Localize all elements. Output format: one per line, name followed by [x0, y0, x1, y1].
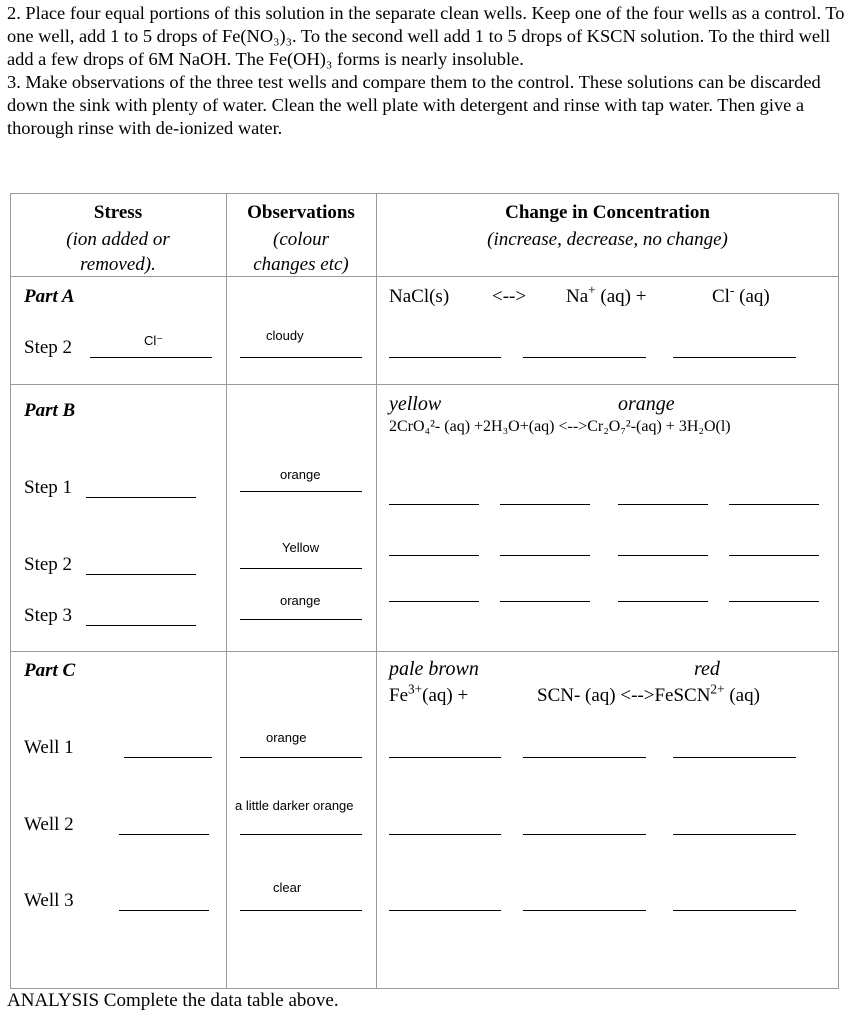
part-b-equation: 2CrO₄²- (aq) +2H₃O+(aq) <-->Cr₂O₇²-(aq) + 3H₂O(l) — [389, 418, 731, 435]
answer-blank — [523, 834, 646, 835]
answer-blank — [86, 497, 196, 498]
part-b-step1-observation: orange — [280, 467, 321, 482]
part-b-step3-label: Step 3 — [24, 605, 73, 626]
answer-blank — [240, 834, 362, 835]
part-c-equation-right: SCN- (aq) <-->FeSCN$^{2+}$ (aq) — [537, 681, 760, 706]
part-a-reactant: NaCl(s) — [389, 286, 450, 307]
answer-blank — [618, 504, 708, 505]
header-observations-sub1: (colour — [273, 229, 329, 250]
answer-blank — [389, 601, 479, 602]
answer-blank — [673, 834, 796, 835]
answer-blank — [523, 357, 646, 358]
part-b-label: Part B — [24, 400, 76, 421]
row-divider — [11, 651, 838, 652]
part-a-label: Part A — [24, 286, 75, 307]
data-table — [10, 193, 839, 989]
instruction-step-2: 2. Place four equal portions of this solution in the separate clean wells. Keep one of the four wells as a control. To one well, add 1 to 5 drops of Fe(NO₃)₃. To the second well add 1 to 5 drops of KSCN solution. To the third well add a few drops of 6M NaOH. The Fe(OH)₃ forms is nearly insoluble. — [7, 3, 845, 69]
answer-blank — [500, 504, 590, 505]
part-a-na-ion: Na+ (aq) + — [566, 282, 647, 307]
answer-blank — [119, 910, 209, 911]
answer-blank — [240, 757, 362, 758]
answer-blank — [86, 574, 196, 575]
answer-blank — [240, 910, 362, 911]
answer-blank — [86, 625, 196, 626]
part-c-well3-observation: clear — [273, 880, 302, 895]
answer-blank — [618, 601, 708, 602]
answer-blank — [240, 619, 362, 620]
answer-blank — [119, 834, 209, 835]
answer-blank — [729, 601, 819, 602]
part-a-step2-stress: Cl⁻ — [144, 333, 164, 348]
part-c-well2-label: Well 2 — [24, 814, 74, 835]
part-b-step1-label: Step 1 — [24, 477, 73, 498]
part-b-color-right: orange — [618, 393, 675, 415]
answer-blank — [124, 757, 212, 758]
answer-blank — [240, 568, 362, 569]
part-c-fe-ion: $Fe^{3+}(aq)$ + — [389, 681, 469, 706]
answer-blank — [90, 357, 212, 358]
part-a-arrow: <--> — [492, 286, 527, 307]
answer-blank — [389, 357, 501, 358]
answer-blank — [389, 910, 501, 911]
answer-blank — [389, 834, 501, 835]
instruction-step-3: 3. Make observations of the three test wells and compare them to the control. These solutions can be discarded down the sink with plenty of water. Clean the well plate with detergent and rinse with tap water. Then give a thorough rinse with de-ionized water. — [7, 72, 821, 138]
answer-blank — [523, 910, 646, 911]
answer-blank — [500, 601, 590, 602]
header-stress: Stress — [93, 202, 143, 223]
answer-blank — [673, 357, 796, 358]
header-stress-sub2: removed). — [80, 254, 156, 275]
answer-blank — [389, 504, 479, 505]
header-stress-sub1: (ion added or — [66, 229, 170, 250]
instructions — [7, 2, 847, 140]
answer-blank — [389, 757, 501, 758]
part-b-step3-observation: orange — [280, 593, 321, 608]
answer-blank — [729, 504, 819, 505]
column-divider — [226, 194, 227, 988]
part-c-well1-label: Well 1 — [24, 737, 74, 758]
part-a-cl-ion: Cl- (aq) — [712, 282, 770, 307]
part-c-well1-observation: orange — [266, 730, 307, 745]
answer-blank — [500, 555, 590, 556]
header-change-sub: (increase, decrease, no change) — [487, 229, 728, 250]
part-c-well2-observation: a little darker orange — [235, 798, 354, 813]
part-c-label: Part C — [24, 660, 76, 681]
answer-blank — [729, 555, 819, 556]
column-divider — [376, 194, 377, 988]
part-b-step2-label: Step 2 — [24, 554, 73, 575]
answer-blank — [523, 757, 646, 758]
part-c-color-right: red — [694, 658, 720, 680]
part-a-step2-label: Step 2 — [24, 337, 73, 358]
answer-blank — [240, 357, 362, 358]
answer-blank — [618, 555, 708, 556]
part-c-color-left: pale brown — [389, 658, 479, 680]
header-observations: Observations — [247, 202, 355, 223]
row-divider — [11, 384, 838, 385]
part-a-step2-observation: cloudy — [266, 328, 304, 343]
header-change: Change in Concentration — [505, 202, 710, 223]
analysis-instruction: ANALYSIS Complete the data table above. — [7, 990, 339, 1011]
answer-blank — [673, 757, 796, 758]
answer-blank — [673, 910, 796, 911]
part-b-color-left: yellow — [389, 393, 442, 415]
answer-blank — [240, 491, 362, 492]
part-c-well3-label: Well 3 — [24, 890, 74, 911]
part-b-step2-observation: Yellow — [282, 540, 320, 555]
answer-blank — [389, 555, 479, 556]
header-observations-sub2: changes etc) — [253, 254, 349, 275]
